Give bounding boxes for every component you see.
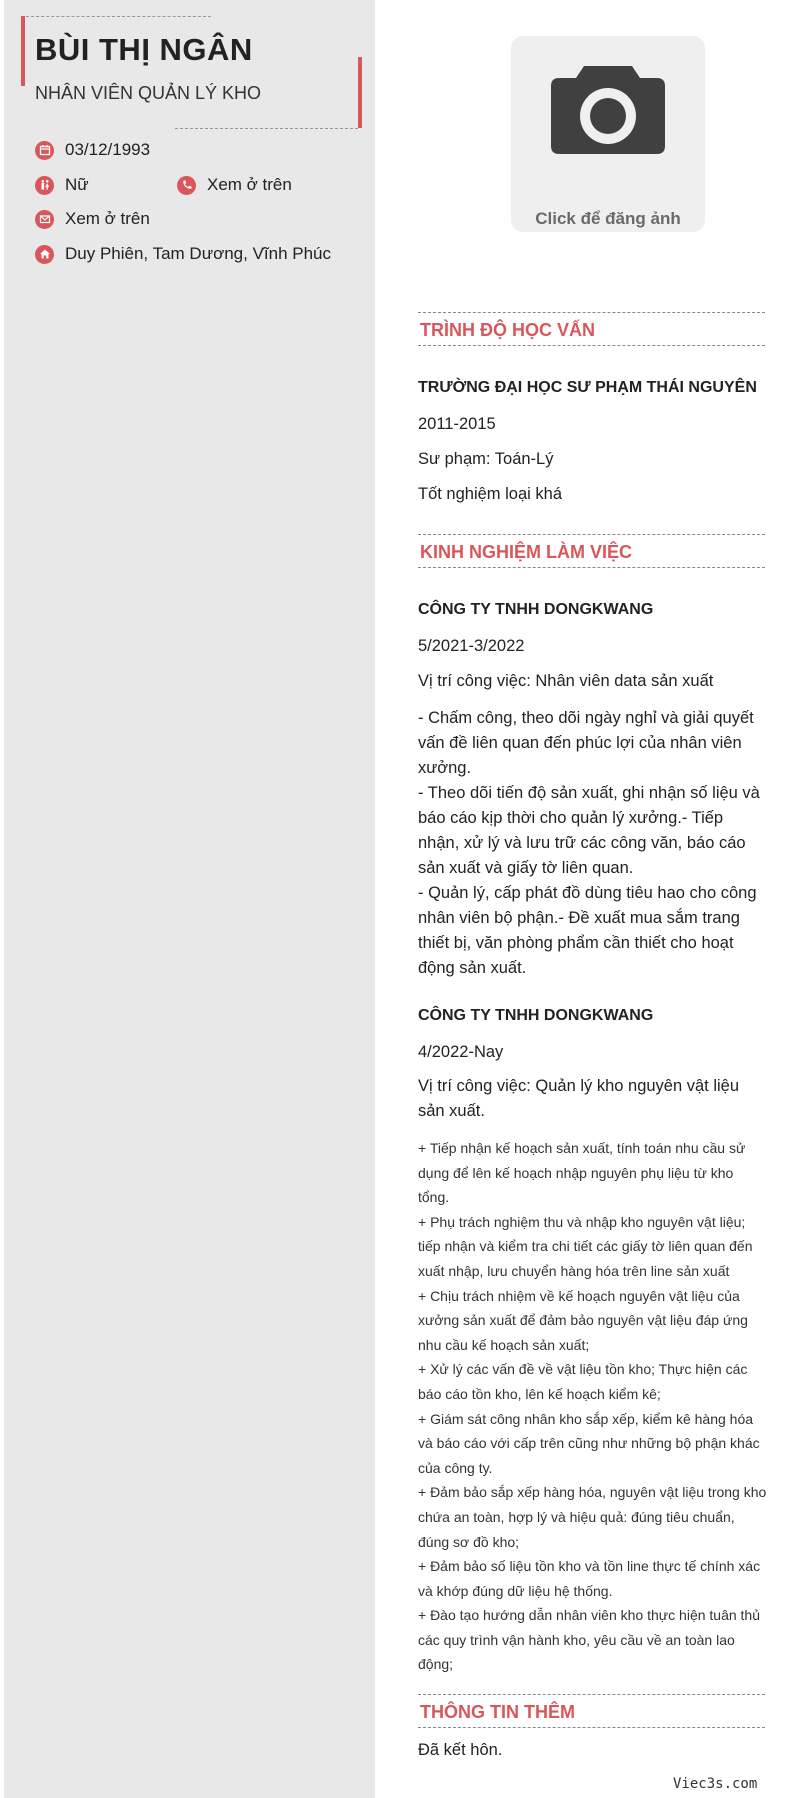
envelope-icon: [35, 210, 54, 229]
duty-item: + Phụ trách nghiệm thu và nhập kho nguyên vật liệu; tiếp nhận và kiểm tra chi tiết các giấy tờ liên quan đến xuất nhập, lưu chuyển hàng hóa trên line sản xuất: [418, 1213, 753, 1279]
calendar-icon: [35, 141, 54, 160]
email-value: Xem ở trên: [65, 209, 150, 228]
job-company: CÔNG TY TNHH DONGKWANG: [418, 1007, 654, 1024]
duty-item: + Xử lý các vấn đề về vật liệu tồn kho; Thực hiện các báo cáo tồn kho, lên kế hoạch kiểm kê;: [418, 1361, 748, 1402]
job-period: 5/2021-3/2022: [418, 637, 525, 655]
experience-heading: KINH NGHIỆM LÀM VIỆC: [418, 534, 765, 568]
job-duties: [418, 706, 768, 981]
education-heading: TRÌNH ĐỘ HỌC VẤN: [418, 312, 765, 346]
job-duties: [418, 1136, 768, 1677]
duty-item: + Đảm bảo số liệu tồn kho và tồn line thực tế chính xác và khớp đúng dữ liệu hệ thống.: [418, 1558, 761, 1599]
duty-item: + Giám sát công nhân kho sắp xếp, kiểm kê hàng hóa và báo cáo với cấp trên cũng như những bộ phận khác của công ty.: [418, 1410, 760, 1476]
phone-row: [177, 175, 292, 195]
address-row: [35, 244, 331, 264]
duty-item: - Quản lý, cấp phát đồ dùng tiêu hao cho công nhân viên bộ phận.- Đề xuất mua sắm trang thiết bị, văn phòng phẩm cần thiết cho hoạt động sản xuất.: [418, 884, 757, 977]
education-period: 2011-2015: [418, 415, 496, 433]
candidate-name: BÙI THỊ NGÂN: [35, 32, 253, 67]
education-result: Tốt nghiệm loại khá: [418, 485, 562, 503]
camera-icon: [549, 64, 667, 156]
education-major: Sư phạm: Toán-Lý: [418, 450, 554, 468]
photo-upload-label: Click để đăng ảnh: [535, 209, 681, 228]
email-row: [35, 209, 150, 229]
duty-item: + Tiếp nhận kế hoạch sản xuất, tính toán nhu cầu sử dụng để lên kế hoạch nhập nguyên phụ liệu từ kho tổng.: [418, 1140, 746, 1206]
gender-icon: [35, 176, 54, 195]
job-position: Vị trí công việc: Nhân viên data sản xuất: [418, 672, 714, 690]
duty-item: + Chịu trách nhiệm về kế hoạch nguyên vật liệu của xưởng sản xuất để đảm bảo nguyên vật liệu đáp ứng nhu cầu kế hoạch sản xuất;: [418, 1287, 748, 1353]
address-value: Duy Phiên, Tam Dương, Vĩnh Phúc: [65, 244, 332, 263]
job-title: NHÂN VIÊN QUẢN LÝ KHO: [35, 83, 262, 103]
photo-upload[interactable]: [511, 36, 705, 232]
watermark: Viec3s.com: [673, 1776, 758, 1792]
accent-bar: [358, 57, 362, 128]
divider: [26, 16, 211, 17]
phone-icon: [177, 176, 196, 195]
duty-item: - Theo dõi tiến độ sản xuất, ghi nhận số liệu và báo cáo kịp thời cho quản lý xưởng.- Tiếp nhận, xử lý và lưu trữ các công văn, báo cáo sản xuất và giấy tờ liên quan.: [418, 784, 760, 877]
accent-bar: [21, 16, 25, 86]
duty-item: - Chấm công, theo dõi ngày nghỉ và giải quyết vấn đề liên quan đến phúc lợi của nhân viên xưởng.: [418, 709, 754, 777]
duty-item: + Đảm bảo sắp xếp hàng hóa, nguyên vật liệu trong kho chứa an toàn, hợp lý và hiệu quả: đúng tiêu chuẩn, đúng sơ đồ kho;: [418, 1484, 767, 1550]
duty-item: + Đào tạo hướng dẫn nhân viên kho thực hiện tuân thủ các quy trình vận hành kho, yêu cầu về an toàn lao động;: [418, 1607, 761, 1673]
sidebar: [4, 0, 375, 1798]
gender-value: Nữ: [65, 175, 89, 194]
phone-value: Xem ở trên: [207, 175, 292, 194]
school-name: TRƯỜNG ĐẠI HỌC SƯ PHẠM THÁI NGUYÊN: [418, 379, 757, 396]
divider: [175, 128, 358, 129]
extra-info-content: Đã kết hôn.: [418, 1741, 503, 1759]
job-company: CÔNG TY TNHH DONGKWANG: [418, 601, 654, 618]
gender-row: [35, 175, 89, 195]
birthday-value: 03/12/1993: [65, 140, 151, 159]
home-icon: [35, 245, 54, 264]
job-position: Vị trí công việc: Quản lý kho nguyên vật liệu sản xuất.: [418, 1077, 740, 1120]
job-period: 4/2022-Nay: [418, 1043, 504, 1061]
birthday-row: [35, 140, 150, 160]
extra-info-heading: THÔNG TIN THÊM: [418, 1694, 765, 1728]
